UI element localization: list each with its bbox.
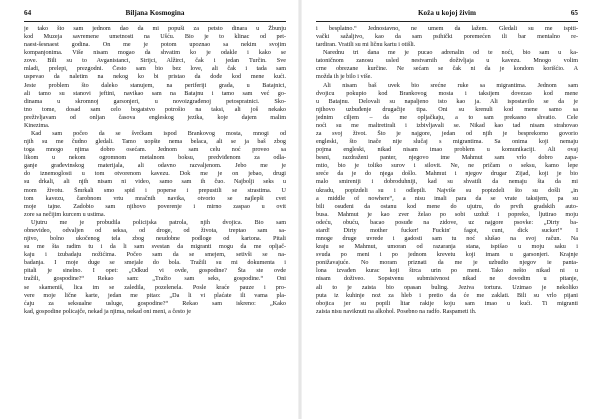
text-line: tatoničnom zanosu usled nestvarnih doživljaja u kavezu. Mnogo volim — [316, 58, 578, 65]
text-line: crne obrezane kurčine. Ne sećam se čak ni da je kondom korišćio. A — [316, 66, 578, 73]
text-line: toga mnogo njima dobro osećam. Jednom sam celu noć proveo sa — [24, 147, 286, 154]
text-line: Narednu tri dana me je pucao adrenalin od te noći, bio sam u ka- — [323, 50, 578, 57]
text-line: do iznemoglosti u tom otvorenom kavezu. Dok me je on jebao, drugi — [24, 171, 286, 178]
text-line: badanja. I moje duge se smejale do bola. Tražili su mi dokumenta i — [24, 260, 286, 267]
right-page-header — [316, 9, 578, 22]
text-line: kaju i izubadaju nožićima. Počeo sam da se smejem, setivši se na- — [24, 252, 286, 259]
right-page — [300, 0, 600, 419]
text-line: tom kavezu, čarobnom vrtu mračnih navika, otvorio se najlepši cvet — [24, 195, 286, 202]
text-line: puta iz kuhinje noż za hleb i pretio da će me zaklati. Bili su vrlo pijani — [316, 292, 578, 299]
text-line: Ujutru me je probudila policijska patrola, njih dvojica. Bio sam — [31, 219, 286, 226]
text-line: kad, gospodine policajče, nekad ja njima, nekad oni meni, a često je — [24, 308, 191, 315]
text-line: uspevao da naletim na nekog ko bi pristao da dođe kod mene kući. — [24, 74, 286, 81]
text-line: lona izvađen kurac koji štrca urin po meni. Tako nešto nikad ni u — [316, 268, 578, 275]
text-line: možda ih je bilo i više. — [316, 74, 372, 81]
text-line: preživljavam od onljan časova engleskog jezika, koje dajem malim — [24, 114, 286, 121]
text-line: bili osuđeni da ostanu kod mene do ujutru, do prvih gradskih auto- — [316, 203, 578, 210]
text-line: pojma engleski, nikad nisam imao problem u komunikaciji. Ali ovaj — [316, 147, 578, 154]
text-line: vački sažaljivo, kao da sam psihički poremećen ili bar mentalno re- — [316, 34, 578, 41]
text-line: mtio, bio je toliko surov i silovit. Ne, ne pričam o seksu, kamo lepe — [316, 163, 578, 170]
text-line: zove. Bili su to Avganistanci, Sirijci, Alžirci, čak i jedan Turčin. Sve — [24, 58, 286, 65]
text-line: ali tamo su stanovi jeftini, navikao sam na Batajnu i tamo sam već go- — [24, 90, 286, 97]
text-line: Kinezima. — [24, 122, 50, 129]
text-line: dinama u skromnoj garsonjeri, u novoizgrađenoj petospratnici. Sko- — [24, 98, 286, 105]
text-line: mom životu. Šmrkali smo spid i poperse i prepustili se strastima. U — [24, 187, 286, 194]
text-line: u Batajnu. Delovali su napaljeno isto kao ja. Ali ispostavilo se da je — [316, 98, 578, 105]
right-page-text — [316, 25, 578, 316]
text-line: je tako što sam jednom dao da mi popuši za petsto dinara u Žbunju — [24, 26, 286, 32]
text-line: sreće da je do njega došlo. Mahmut i njegov drugar Zijad, koji je bio — [316, 171, 578, 178]
text-line: obnevideo, odvaljen od seksa, od droge, od života, treptao sam sa- — [24, 227, 286, 234]
right-running-title: Koža u kojoj živim — [417, 9, 477, 17]
text-line: kod Muzeja savremene umetnosti na Ušću. Bio je to klinac od pet- — [24, 34, 286, 41]
text-line: malo smireniji i dobroduhniji, kad su shvatili da nemaju šta da mi — [316, 179, 578, 186]
text-line: njih su me čudno gledali. Tamo uopšte nema belaca, ali se ja baš zbog — [24, 139, 286, 146]
text-line: dvojicu pokupio kod Brankovog mosta i taksijem dovezao kod mene — [316, 90, 578, 97]
text-line: za svoj život. Što je najgore, jedan od njih je besprekorno govorio — [316, 131, 578, 138]
text-line: pitali je sinelno. I opet: „Odkud vi ovde, gospodine? Šta ste ovde — [24, 268, 286, 275]
text-line: tardiran. Vratili su mi ličnu kartu i otišli. — [316, 42, 416, 49]
text-line: vere moje lične karte, jedan me pitao: „Da li vi plaćate ili vama pla- — [24, 292, 286, 299]
text-line: svuda po meni i po jednom krevetu koji imam u garsonjeri. Krajnje — [316, 252, 578, 259]
text-line: nisam doživeo. Sopstvenu submisivnost nikad ne dovodim u pitanje, — [316, 276, 578, 283]
text-line: su drkali, ali njih nisam ni video, samo sam ih čuo. Najbolji seks u — [24, 179, 286, 186]
right-page-number: 65 — [570, 9, 578, 17]
text-line: ponižavajuće. No moram priznati da me je uzbudio njegov ie panta- — [316, 260, 578, 267]
left-page-text — [24, 25, 286, 316]
text-line: i besplatno.“ Jednostavno, ne umem da lažem. Gledali su me ispiti- — [316, 26, 578, 32]
text-line: ali to je zaista bio opasan buling. Jezivа tortura. Uzimao je nekoliko — [316, 284, 578, 291]
text-line: Kad sam počeo da se švrćkam ispod Brankovog mosta, mnogi od — [31, 131, 286, 138]
text-line: zaista nisu naviknuti na alkohol. Posebno na radfo. Raspameti ih. — [316, 308, 477, 315]
text-line: mnoge druge uvrede i gadosti sam tu noć slušao na svoj račun. Na — [316, 236, 578, 243]
text-line: naest-šesnaest godina. On me je potom upoznao sa nekim svojim — [24, 42, 286, 49]
text-line: ćaju za seksualne usluge, gospodine?“ Rekao sam iskreno: „Kako — [24, 300, 286, 307]
text-line: Ali nisam baš uvek bio srećne ruke sa migrantima. Jednom sam — [323, 82, 578, 89]
text-line: engleski, što inače nije slučaj s migrantima. Sa onima koji nemaju — [316, 139, 578, 146]
text-line: busa. Mahmut je kao zver želao po sobi uzduž i poprekо, ljutirao moju — [316, 211, 578, 218]
text-line: a middle of nowhere“, a nisu imali para da se vrate taksijem, pa su — [316, 195, 578, 202]
text-line: tražili, gospodine?“ Rekao sam: „Tražio sam seks, gospodine.“ Oni — [24, 276, 286, 283]
text-line: tno tome, dosad sam celo bogatstvo potrošio na taksi, ali još nekako — [24, 106, 286, 113]
text-line: kraju se Mahmut, umoran od razaranja stana, ispišao u moju saku i — [316, 244, 578, 251]
text-line: se skameniš, lica im se zaledila, pozelenela. Posle kraće pauze i pro- — [24, 284, 286, 291]
text-line: Jeste problem što daleko stanujem, na periferiji grada, u Batajnici, — [24, 82, 286, 89]
left-page-header — [24, 9, 286, 22]
text-line: moje tajne. Zadobio sam njihovo poverenje i mirno zaspao u ovit — [24, 203, 286, 210]
left-running-title: Biljana Kosmogina — [125, 9, 185, 17]
text-line: stard! Dirty mother fucker! Fuckin' fagot, cunt, dick sucker!“ I — [316, 227, 578, 234]
text-line: zore sa nečijim kurcem u ustima. — [24, 211, 106, 218]
text-line: kompanjonima. Više nisam mogao da shvatim ko je odakle i kako se — [24, 50, 286, 57]
text-line: besni, razdraženi panter, njegovo ime Mahmut sam vrlo dobro zapa- — [316, 155, 578, 162]
text-line: ganje građevinskog materijala, ali odavno razvaljenom. Jebo me je — [24, 163, 286, 170]
text-line: njivo, bolno ukočenog tela zbog neudobne podloge od kartona. Pitali — [24, 236, 286, 243]
text-line: noći su me maltretirali i izbivljavali se. Nikad kao tad nisam strahovao — [316, 122, 578, 129]
text-line: odeću, obuću, bacao posuđe na zidove, uz najgore psovke: „Dirty ba- — [316, 219, 578, 226]
text-line: njihovo uzbuđenje drugačije tipa. Oni su krenuli kod mene samo sa — [316, 106, 578, 113]
text-line: su me šta radim tu i da li sam svestan da migranti mogu da me opljač- — [24, 244, 286, 251]
text-line: ukradu, popizdeli su i odlepili. Najviše su popizdeli što su došli „in — [316, 187, 578, 194]
text-line: jednim ciljem – da me opljačkaju, a to sam prekasno shvatio. Cele — [316, 114, 578, 121]
text-line: mladi, prelepi, prezgodni. Često sam bio bez love, ali čak i tada sam — [24, 66, 286, 73]
text-line: obojica jer su popili litar rakije koju sam imao u kući. Ti migranti — [316, 300, 578, 307]
left-page-number: 64 — [24, 9, 32, 17]
text-line: likom u nekom ogromnom metalnom boksu, predviđenom za odla- — [24, 155, 286, 162]
